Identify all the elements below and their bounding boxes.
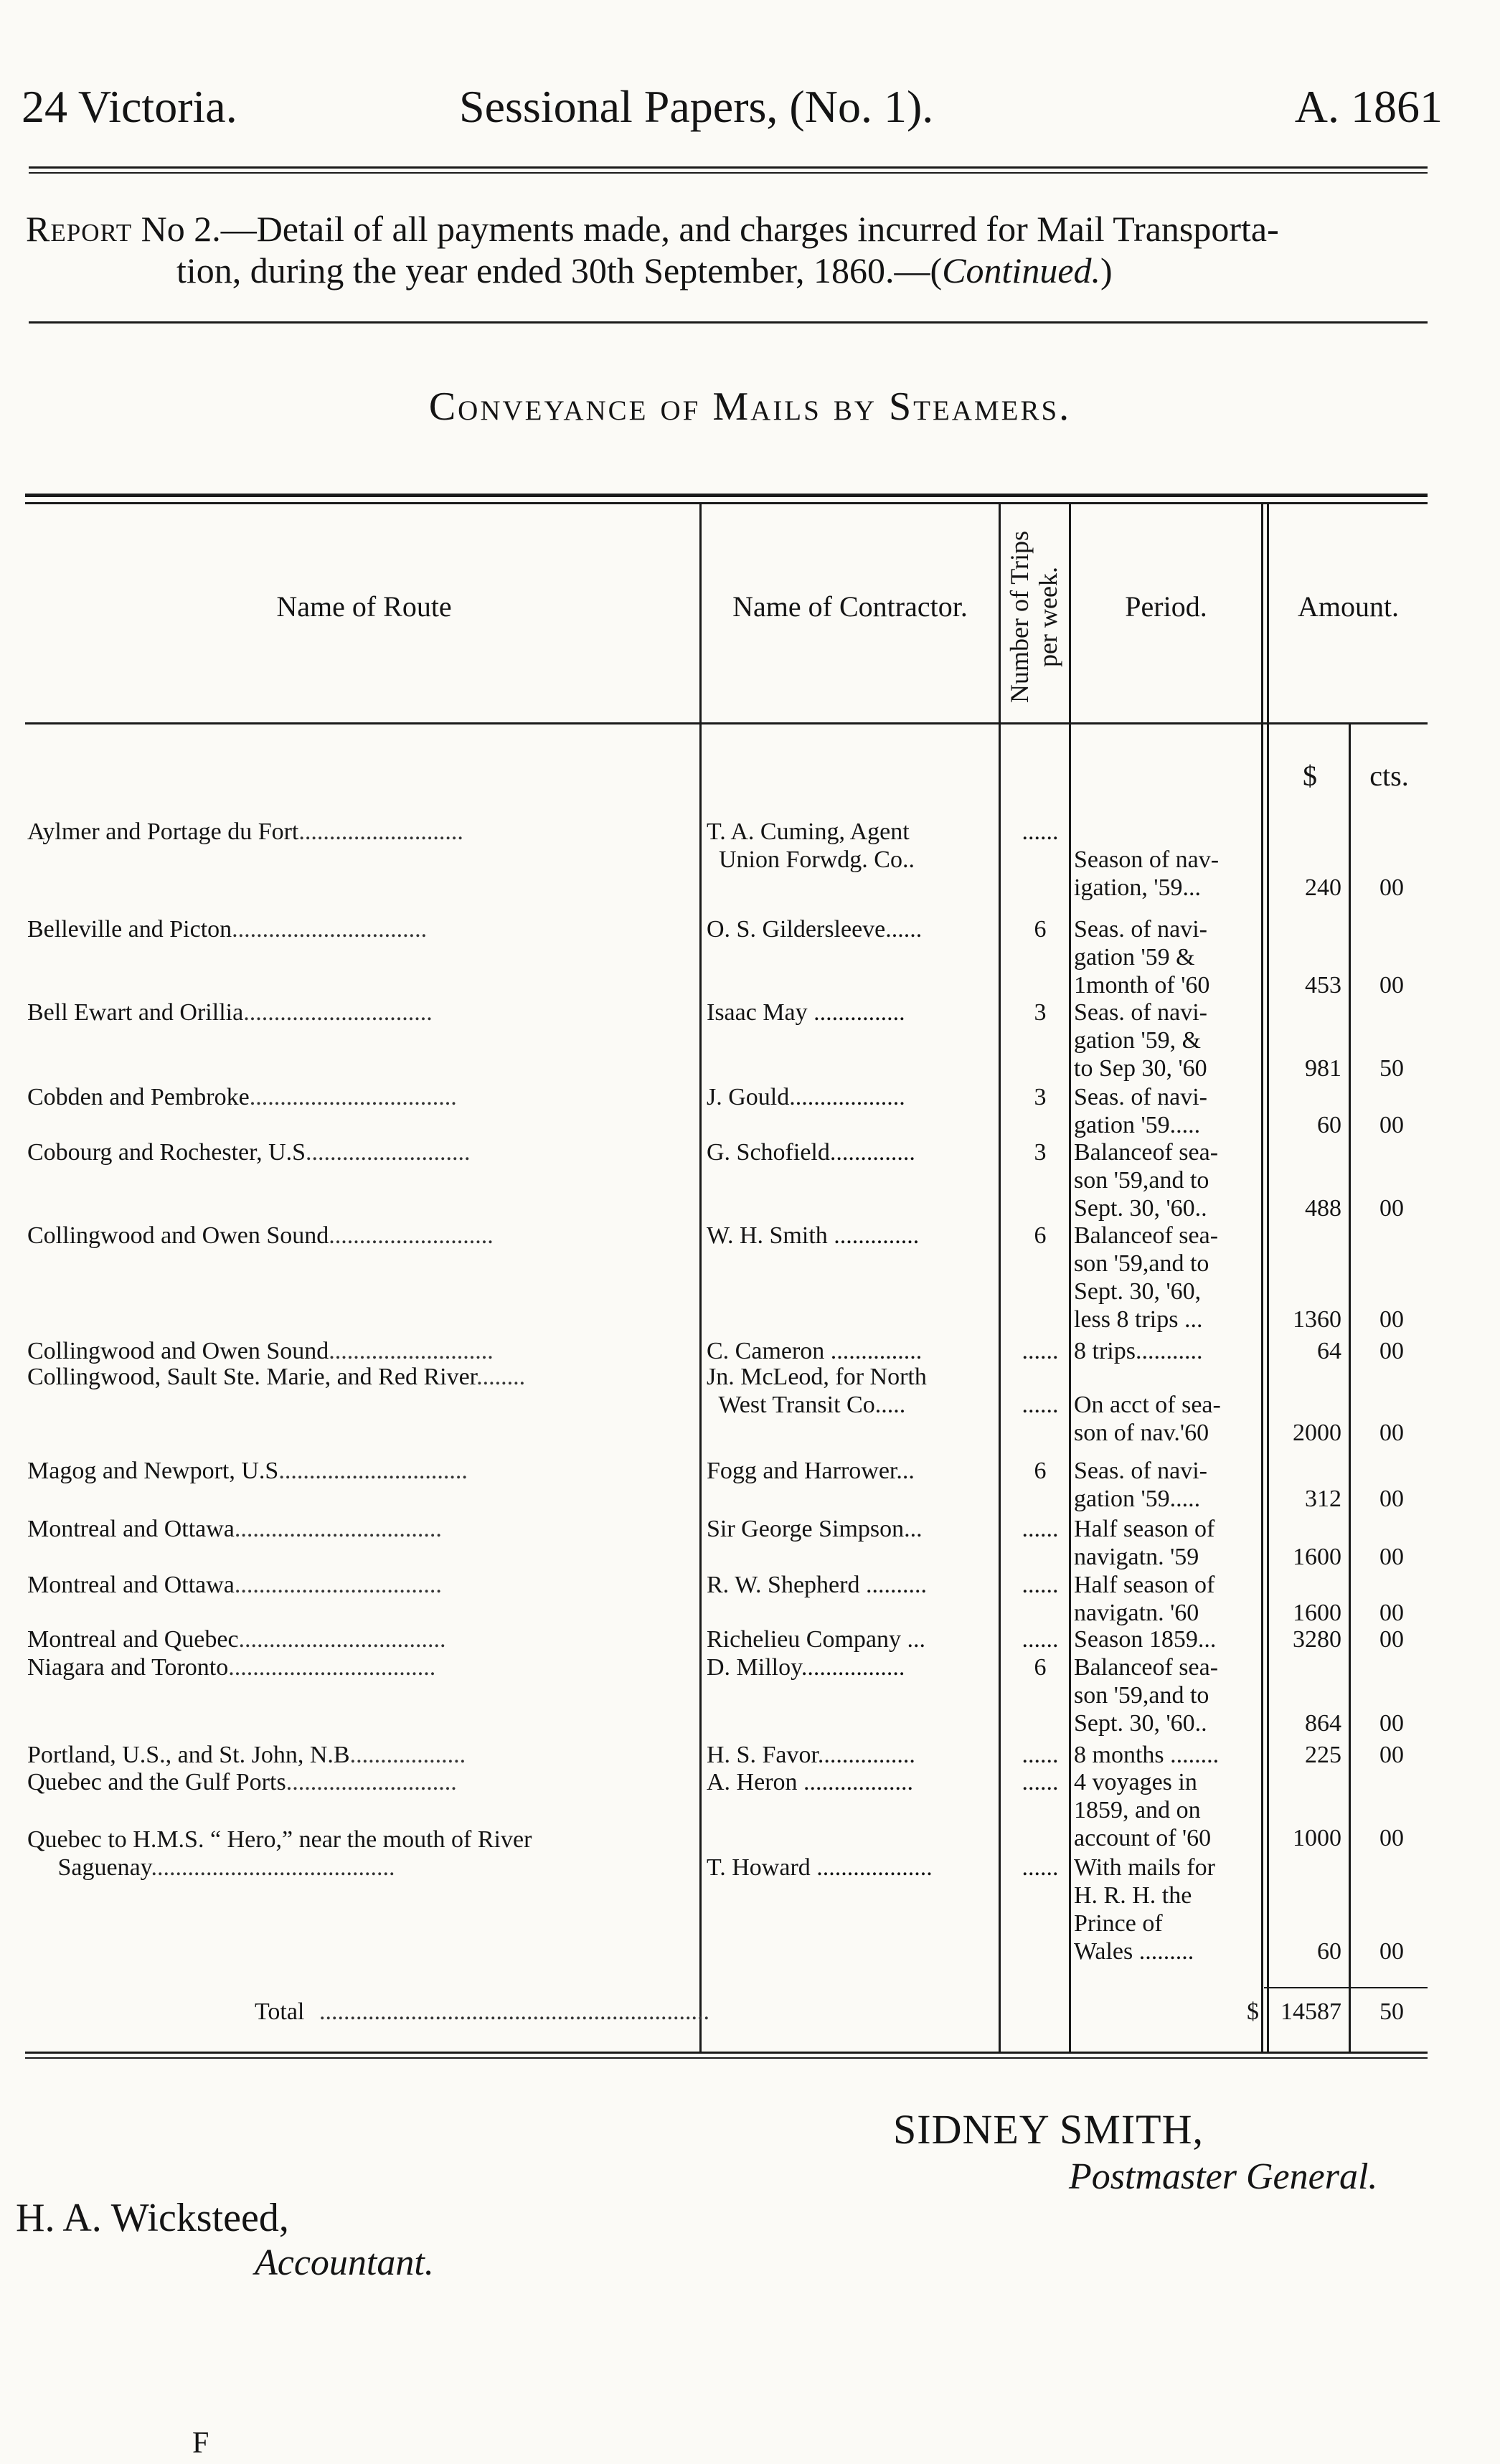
dollars-cell: 312 (1305, 1486, 1341, 1512)
header-amount: Amount. (1297, 590, 1400, 623)
dollars-cell: 64 (1317, 1338, 1341, 1364)
dollars-cell: 864 (1305, 1710, 1341, 1737)
total-label: Total (255, 1998, 305, 2025)
trips-cell: ...... (1022, 1626, 1059, 1653)
leader-dots: ........................... (329, 1222, 494, 1249)
running-head-center: Sessional Papers, (No. 1). (459, 81, 934, 132)
trips-cell: 3 (1034, 1139, 1047, 1166)
contractor-cell: T. Howard ................... (707, 1854, 933, 1881)
dollars-cell: 2000 (1293, 1420, 1341, 1446)
dollars-cell: 60 (1317, 1112, 1341, 1138)
signature-title: Postmaster General. (1069, 2156, 1378, 2197)
trips-cell: 6 (1034, 1222, 1047, 1249)
route-cell: Magog and Newport, U.S............................... (27, 1458, 468, 1484)
trips-cell: ...... (1022, 1769, 1059, 1795)
dollars-cell: 1000 (1293, 1825, 1341, 1851)
route-cell: Portland, U.S., and St. John, N.B................... (27, 1742, 466, 1768)
cents-cell: 00 (1379, 1338, 1404, 1364)
contractor-cell: G. Schofield.............. (707, 1139, 915, 1166)
route-cell: Niagara and Toronto.................................. (27, 1654, 436, 1681)
route-cell: Quebec and the Gulf Ports............................ (27, 1769, 457, 1795)
route-cell: Cobourg and Rochester, U.S........................... (27, 1139, 471, 1166)
table-top-rule-2 (25, 502, 1428, 504)
accountant-name-text: H. A. Wicksteed, (16, 2196, 289, 2240)
route-cell: Montreal and Ottawa.................................. (27, 1572, 442, 1598)
cents-cell: 00 (1379, 1195, 1404, 1222)
contractor-cell: W. H. Smith .............. (707, 1222, 920, 1249)
header-dollars: $ (1303, 760, 1317, 792)
running-head-right: A. 1861 (1294, 81, 1443, 132)
trips-cell: 6 (1034, 1458, 1047, 1484)
contractor-cell: Fogg and Harrower... (707, 1458, 915, 1484)
contractor-cell: T. A. Cuming, Agent Union Forwdg. Co.. (707, 818, 915, 873)
contractor-cell: Richelieu Company ... (707, 1626, 926, 1653)
dollars-cell: 3280 (1293, 1626, 1341, 1653)
dollars-cell: 240 (1305, 874, 1341, 901)
route-cell: Belleville and Picton................................ (27, 916, 428, 943)
col-divider-period (1261, 504, 1263, 2052)
total-dollars: 14587 (1280, 1998, 1341, 2025)
contractor-cell: J. Gould................... (707, 1084, 905, 1110)
accountant-name (16, 2195, 289, 2241)
report-line-2-end: ) (1100, 250, 1113, 291)
period-cell: Seas. of navi- gation '59 & 1month of '60 (1074, 916, 1210, 999)
cents-cell: 00 (1379, 1825, 1404, 1851)
contractor-cell: Sir George Simpson... (707, 1516, 923, 1542)
dollars-cell: 453 (1305, 972, 1341, 999)
trips-cell: ...... (1022, 1392, 1059, 1418)
leader-dots: ................... (349, 1742, 466, 1768)
dollars-cell: 225 (1305, 1742, 1341, 1768)
cents-cell: 50 (1379, 1055, 1404, 1082)
route-cell: Aylmer and Portage du Fort........................... (27, 818, 463, 845)
contractor-cell: D. Milloy................. (707, 1654, 905, 1681)
total-leader: ................................................................ (319, 1998, 709, 2025)
route-cell: Collingwood and Owen Sound........................... (27, 1222, 494, 1249)
dollars-cell: 1360 (1293, 1306, 1341, 1333)
footer-mark: F (192, 2427, 209, 2460)
report-heading (26, 208, 1453, 291)
period-cell: On acct of sea- son of nav.'60 (1074, 1392, 1221, 1446)
report-line-2: tion, during the year ended 30th September, 1860.—( (176, 250, 943, 291)
trips-cell: ...... (1022, 1742, 1059, 1768)
leader-dots: ........ (476, 1364, 526, 1390)
total-dollar-sign: $ (1247, 1998, 1259, 2025)
period-cell: Season of nav- igation, '59... (1074, 846, 1220, 901)
trips-cell: ...... (1022, 1338, 1059, 1364)
cents-cell: 00 (1379, 972, 1404, 999)
route-cell: Cobden and Pembroke.................................. (27, 1084, 457, 1110)
header-rule-2 (29, 172, 1428, 174)
cents-cell: 00 (1379, 1544, 1404, 1570)
report-rule (29, 321, 1428, 324)
header-bottom-rule (25, 722, 1428, 724)
leader-dots: ........................................ (151, 1854, 395, 1881)
cents-cell: 00 (1379, 1600, 1404, 1626)
contractor-cell: O. S. Gildersleeve...... (707, 916, 923, 943)
contractor-cell: H. S. Favor................ (707, 1742, 915, 1768)
cents-cell: 00 (1379, 874, 1404, 901)
table-bottom-rule-2 (25, 2057, 1428, 2059)
report-continued: Continued. (942, 250, 1101, 291)
trips-cell: ...... (1022, 1854, 1059, 1881)
period-cell: Season 1859... (1074, 1626, 1217, 1653)
cents-cell: 00 (1379, 1710, 1404, 1737)
dollars-cell: 1600 (1293, 1600, 1341, 1626)
leader-dots: ........................... (329, 1338, 494, 1364)
cents-cell: 00 (1379, 1626, 1404, 1653)
leader-dots: ........................... (298, 818, 463, 845)
report-line-1: No 2.—Detail of all payments made, and charges incurred for Mail Transporta- (141, 209, 1279, 249)
period-cell: Seas. of navi- gation '59, & to Sep 30, '60 (1074, 999, 1208, 1082)
period-cell: Seas. of navi- gation '59..... (1074, 1084, 1208, 1138)
report-label: Report (26, 209, 133, 249)
contractor-cell: A. Heron .................. (707, 1769, 914, 1795)
period-cell: Balanceof sea- son '59,and to Sept. 30, '60, less 8 trips ... (1074, 1222, 1219, 1333)
cents-cell: 00 (1379, 1486, 1404, 1512)
dollars-cell: 60 (1317, 1938, 1341, 1965)
header-cents: cts. (1369, 760, 1409, 792)
trips-cell: 6 (1034, 916, 1047, 943)
col-divider-cents (1349, 724, 1351, 2052)
route-cell: Montreal and Quebec.................................. (27, 1626, 446, 1653)
cents-cell: 00 (1379, 1420, 1404, 1446)
route-cell: Quebec to H.M.S. “ Hero,” near the mouth of River Saguenay........................................ (27, 1826, 532, 1881)
table-top-rule (25, 494, 1428, 497)
dollars-cell: 1600 (1293, 1544, 1341, 1570)
route-cell: Bell Ewart and Orillia............................... (27, 999, 433, 1026)
leader-dots: ............................ (286, 1769, 457, 1795)
route-cell: Collingwood, Sault Ste. Marie, and Red River........ (27, 1364, 526, 1390)
running-head-left: 24 Victoria. (22, 81, 237, 132)
cents-cell: 00 (1379, 1306, 1404, 1333)
period-cell: Seas. of navi- gation '59..... (1074, 1458, 1208, 1512)
dollars-cell: 488 (1305, 1195, 1341, 1222)
contractor-cell: C. Cameron ............... (707, 1338, 923, 1364)
leader-dots: .................................. (228, 1654, 436, 1681)
signature-name: SIDNEY SMITH, (893, 2106, 1204, 2153)
header-route: Name of Route (276, 590, 452, 623)
period-cell: Half season of navigatn. '60 (1074, 1572, 1215, 1626)
trips-cell: 3 (1034, 999, 1047, 1026)
leader-dots: .................................. (234, 1572, 442, 1598)
leader-dots: ............................... (278, 1458, 468, 1484)
trips-cell: ...... (1022, 1516, 1059, 1542)
col-divider-contractor (999, 504, 1001, 2052)
contractor-cell: Jn. McLeod, for North West Transit Co..... (707, 1364, 927, 1418)
header-rule (29, 166, 1428, 169)
period-cell: Half season of navigatn. '59 (1074, 1516, 1215, 1570)
header-contractor: Name of Contractor. (732, 590, 968, 623)
cents-cell: 00 (1379, 1938, 1404, 1965)
trips-cell: 6 (1034, 1654, 1047, 1681)
accountant-title: Accountant. (255, 2242, 434, 2283)
route-cell: Montreal and Ottawa.................................. (27, 1516, 442, 1542)
trips-cell: ...... (1022, 1572, 1059, 1598)
contractor-cell: R. W. Shepherd .......... (707, 1572, 927, 1598)
period-cell: 8 months ........ (1074, 1742, 1220, 1768)
leader-dots: .................................. (249, 1084, 457, 1110)
period-cell: Balanceof sea- son '59,and to Sept. 30, '60.. (1074, 1139, 1219, 1222)
period-cell: 8 trips........... (1074, 1338, 1203, 1364)
table-bottom-rule (25, 2052, 1428, 2054)
period-cell: 4 voyages in 1859, and on account of '60 (1074, 1769, 1212, 1851)
trips-cell: 3 (1034, 1084, 1047, 1110)
dollars-cell: 981 (1305, 1055, 1341, 1082)
leader-dots: ............................... (243, 999, 433, 1026)
cents-cell: 00 (1379, 1112, 1404, 1138)
leader-dots: ........................... (306, 1139, 471, 1166)
section-title: Conveyance of Mails by Steamers. (428, 384, 1072, 429)
route-cell: Collingwood and Owen Sound........................... (27, 1338, 494, 1364)
leader-dots: .................................. (238, 1626, 446, 1653)
contractor-cell: Isaac May ............... (707, 999, 905, 1026)
total-cents: 50 (1379, 1998, 1404, 2025)
total-top-rule (1264, 1987, 1428, 1988)
period-cell: With mails for H. R. H. the Prince of Wales ......... (1074, 1854, 1215, 1965)
col-divider-period-2 (1267, 504, 1269, 2052)
leader-dots: .................................. (234, 1516, 442, 1542)
header-period: Period. (1125, 590, 1207, 623)
period-cell: Balanceof sea- son '59,and to Sept. 30, '60.. (1074, 1654, 1219, 1737)
col-divider-trips (1069, 504, 1071, 2052)
col-divider-route (699, 504, 702, 2052)
header-trips: Number of Trips per week. (1005, 530, 1062, 704)
trips-cell: ...... (1022, 818, 1059, 845)
cents-cell: 00 (1379, 1742, 1404, 1768)
leader-dots: ................................ (232, 916, 428, 943)
